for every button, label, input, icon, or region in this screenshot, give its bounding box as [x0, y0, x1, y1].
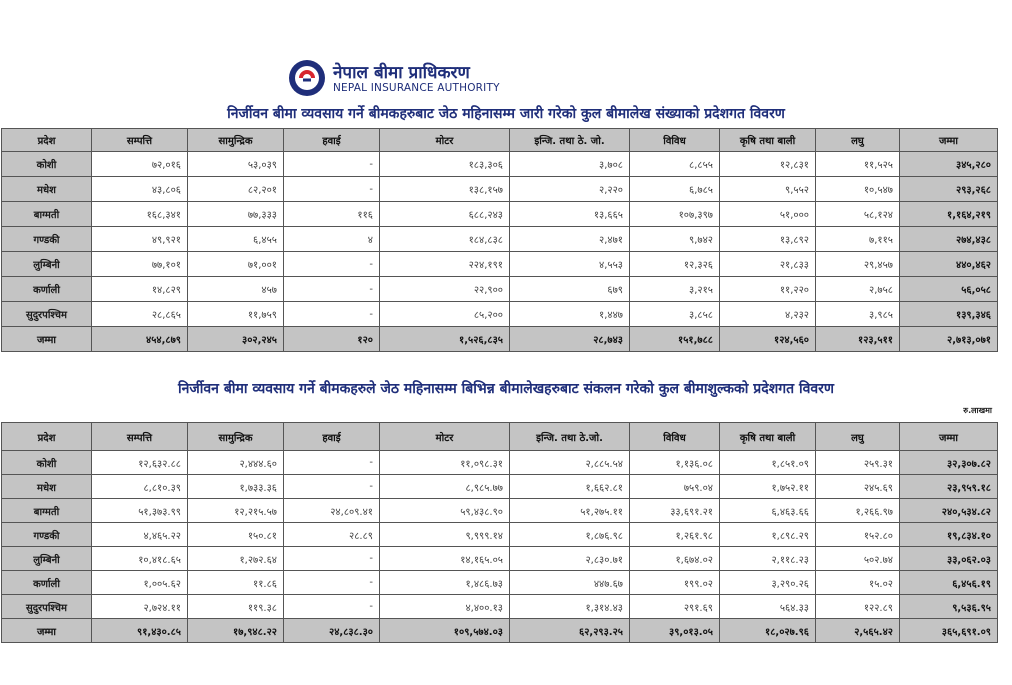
value-cell: ४५७ [188, 277, 284, 302]
value-cell: ३०२,२४५ [188, 327, 284, 352]
total-cell: ३४५,२८० [900, 152, 998, 177]
province-cell: मधेश [2, 177, 92, 202]
total-cell: १३९,३४६ [900, 302, 998, 327]
table-row [2, 302, 998, 327]
value-cell: ७५९.०४ [630, 475, 720, 499]
value-cell: १,५२६,८३५ [380, 327, 510, 352]
column-header: कृषि तथा बाली [720, 423, 816, 451]
table-row [2, 571, 998, 595]
value-cell: ५६४.३३ [720, 595, 816, 619]
column-header: इन्जि. तथा ठे. जो. [510, 129, 630, 152]
value-cell: २,८८५.५४ [510, 451, 630, 475]
value-cell: १,२७२.६४ [188, 547, 284, 571]
value-cell: १,२६१.९८ [630, 523, 720, 547]
value-cell: १,८९८.२९ [720, 523, 816, 547]
value-cell: १३,६६५ [510, 202, 630, 227]
column-header: सम्पत्ति [92, 129, 188, 152]
value-cell: ५३,०३९ [188, 152, 284, 177]
value-cell: ८,९८५.७७ [380, 475, 510, 499]
value-cell: २४५.६९ [816, 475, 900, 499]
value-cell: - [284, 152, 380, 177]
value-cell: ८,८१०.३९ [92, 475, 188, 499]
value-cell: २,४४४.६० [188, 451, 284, 475]
total-cell: २,७१३,०७१ [900, 327, 998, 352]
province-cell: कोशी [2, 451, 92, 475]
value-cell: - [284, 571, 380, 595]
logo-name-english: NEPAL INSURANCE AUTHORITY [333, 82, 500, 94]
value-cell: २,११८.२३ [720, 547, 816, 571]
value-cell: ११९.३८ [188, 595, 284, 619]
value-cell: १४,१६५.०५ [380, 547, 510, 571]
value-cell: २,२२० [510, 177, 630, 202]
premium-title: निर्जीवन बीमा व्यवसाय गर्ने बीमकहरुले जेठ महिनासम्म बिभिन्न बीमालेखहरुबाट संकलन गरेको कुल बीमाशुल्कको प्रदेशगत विवरण [177, 381, 834, 397]
column-header: प्रदेश [2, 423, 92, 451]
table-header-row [2, 129, 998, 152]
value-cell: ५०२.७४ [816, 547, 900, 571]
policy-count-title: निर्जीवन बीमा व्यवसाय गर्ने बीमकहरुबाट जेठ महिनासम्म जारी गरेको कुल बीमालेख संख्याको प्रदेशगत विवरण [227, 106, 785, 122]
value-cell: ४,५५३ [510, 252, 630, 277]
value-cell: १६८,३४१ [92, 202, 188, 227]
value-cell: २९१.६९ [630, 595, 720, 619]
total-cell: ५६,०५८ [900, 277, 998, 302]
total-cell: ३२,३०७.८२ [900, 451, 998, 475]
value-cell: - [284, 252, 380, 277]
total-cell: ३६५,६९१.०९ [900, 619, 998, 643]
value-cell: २२४,१९१ [380, 252, 510, 277]
value-cell: ३,२१५ [630, 277, 720, 302]
value-cell: १,८७६.९८ [510, 523, 630, 547]
province-cell: कर्णाली [2, 571, 92, 595]
table-row [2, 475, 998, 499]
table-row [2, 277, 998, 302]
column-header: हवाई [284, 423, 380, 451]
value-cell: १७,९४८.२२ [188, 619, 284, 643]
value-cell: २,७५८ [816, 277, 900, 302]
total-cell: १,१६४,२१९ [900, 202, 998, 227]
value-cell: ६७९ [510, 277, 630, 302]
value-cell: १०,४१८.६५ [92, 547, 188, 571]
value-cell: ३,७०८ [510, 152, 630, 177]
value-cell: १,८५१.०९ [720, 451, 816, 475]
value-cell: २८.८९ [284, 523, 380, 547]
value-cell: ३३,६९१.२१ [630, 499, 720, 523]
value-cell: - [284, 302, 380, 327]
value-cell: ४,४००.१३ [380, 595, 510, 619]
value-cell: ३,२९०.२६ [720, 571, 816, 595]
value-cell: ९,७४२ [630, 227, 720, 252]
value-cell: २९,४५७ [816, 252, 900, 277]
value-cell: १२३,५११ [816, 327, 900, 352]
total-cell: २३,९५९.१८ [900, 475, 998, 499]
value-cell: ९,५५२ [720, 177, 816, 202]
value-cell: १,७५२.११ [720, 475, 816, 499]
total-row [2, 619, 998, 643]
value-cell: १,२६६.९७ [816, 499, 900, 523]
value-cell: १२,८३१ [720, 152, 816, 177]
value-cell: - [284, 595, 380, 619]
column-header: लघु [816, 129, 900, 152]
column-header: मोटर [380, 423, 510, 451]
value-cell: २८,८६५ [92, 302, 188, 327]
value-cell: १५०.८१ [188, 523, 284, 547]
value-cell: १३८,१५७ [380, 177, 510, 202]
province-cell: सुदुरपश्चिम [2, 302, 92, 327]
value-cell: ६,४५५ [188, 227, 284, 252]
value-cell: ८५,२०० [380, 302, 510, 327]
value-cell: १,१३६.०८ [630, 451, 720, 475]
value-cell: - [284, 451, 380, 475]
column-header: जम्मा [900, 129, 998, 152]
value-cell: ७७,३३३ [188, 202, 284, 227]
province-cell: लुम्बिनी [2, 547, 92, 571]
policy-count-table [1, 128, 998, 352]
value-cell: ७२,०१६ [92, 152, 188, 177]
value-cell: ४४७.६७ [510, 571, 630, 595]
value-cell: १२४,५६० [720, 327, 816, 352]
value-cell: ७७,१०१ [92, 252, 188, 277]
value-cell: २२,९०० [380, 277, 510, 302]
province-cell: मधेश [2, 475, 92, 499]
table-header-row [2, 423, 998, 451]
value-cell: ११,०९८.३१ [380, 451, 510, 475]
value-cell: ३९,०१३.०५ [630, 619, 720, 643]
province-cell: कोशी [2, 152, 92, 177]
value-cell: ११,५२५ [816, 152, 900, 177]
province-cell: सुदुरपश्चिम [2, 595, 92, 619]
value-cell: ४ [284, 227, 380, 252]
value-cell: - [284, 547, 380, 571]
table-row [2, 152, 998, 177]
value-cell: ९१,४३०.८५ [92, 619, 188, 643]
column-header: कृषि तथा बाली [720, 129, 816, 152]
table-row [2, 227, 998, 252]
logo-name-nepali: नेपाल बीमा प्राधिकरण [333, 63, 470, 83]
value-cell: २४,८३८.३० [284, 619, 380, 643]
table-row [2, 451, 998, 475]
value-cell: १२२.८९ [816, 595, 900, 619]
value-cell: ६,७८५ [630, 177, 720, 202]
value-cell: ६८८,२४३ [380, 202, 510, 227]
column-header: सामुन्द्रिक [188, 129, 284, 152]
column-header: सामुन्द्रिक [188, 423, 284, 451]
value-cell: १२,३२६ [630, 252, 720, 277]
value-cell: - [284, 475, 380, 499]
value-cell: ११६ [284, 202, 380, 227]
column-header: विविध [630, 423, 720, 451]
column-header: हवाई [284, 129, 380, 152]
value-cell: ६२,२९३.२५ [510, 619, 630, 643]
value-cell: ९,९९९.१४ [380, 523, 510, 547]
unit-label: रु.लाखमा [963, 406, 992, 415]
value-cell: १८३,३०६ [380, 152, 510, 177]
value-cell: १२० [284, 327, 380, 352]
value-cell: ५८,१२४ [816, 202, 900, 227]
value-cell: १,६६२.८१ [510, 475, 630, 499]
value-cell: १०,५४७ [816, 177, 900, 202]
value-cell: २,८३०.७१ [510, 547, 630, 571]
value-cell: १९९.०२ [630, 571, 720, 595]
province-cell: गण्डकी [2, 227, 92, 252]
value-cell: १५२.८० [816, 523, 900, 547]
value-cell: ५१,२७५.११ [510, 499, 630, 523]
total-cell: २९३,२६८ [900, 177, 998, 202]
province-cell: कर्णाली [2, 277, 92, 302]
total-row [2, 327, 998, 352]
value-cell: १,४८६.७३ [380, 571, 510, 595]
table-row [2, 595, 998, 619]
total-cell: २७४,४३८ [900, 227, 998, 252]
value-cell: ५१,००० [720, 202, 816, 227]
value-cell: १५.०२ [816, 571, 900, 595]
value-cell: १०९,५७४.०३ [380, 619, 510, 643]
province-cell: बाग्मती [2, 499, 92, 523]
authority-logo [285, 58, 525, 102]
value-cell: २८,७४३ [510, 327, 630, 352]
value-cell: ११,७५९ [188, 302, 284, 327]
column-header: प्रदेश [2, 129, 92, 152]
total-cell: २४०,५३४.८२ [900, 499, 998, 523]
total-cell: ९,५३६.९५ [900, 595, 998, 619]
value-cell: १८,०२७.९६ [720, 619, 816, 643]
value-cell: १,७३३.३६ [188, 475, 284, 499]
value-cell: १०७,३९७ [630, 202, 720, 227]
value-cell: १८४,८३८ [380, 227, 510, 252]
value-cell: ४३,८०६ [92, 177, 188, 202]
value-cell: ३,८५८ [630, 302, 720, 327]
province-cell: जम्मा [2, 327, 92, 352]
value-cell: २४,८०९.४१ [284, 499, 380, 523]
value-cell: १,६७४.०२ [630, 547, 720, 571]
column-header: इन्जि. तथा ठे.जो. [510, 423, 630, 451]
value-cell: ७१,००१ [188, 252, 284, 277]
table-row [2, 499, 998, 523]
value-cell: १३,८९२ [720, 227, 816, 252]
value-cell: २,४७१ [510, 227, 630, 252]
table-row [2, 177, 998, 202]
table-row [2, 252, 998, 277]
value-cell: ४५४,८७९ [92, 327, 188, 352]
value-cell: ४९,९२१ [92, 227, 188, 252]
province-cell: बाग्मती [2, 202, 92, 227]
table-row [2, 202, 998, 227]
value-cell: १४,८२९ [92, 277, 188, 302]
value-cell: ८,८५५ [630, 152, 720, 177]
value-cell: १,३१४.४३ [510, 595, 630, 619]
value-cell: ५१,३७३.९९ [92, 499, 188, 523]
value-cell: १५१,७८८ [630, 327, 720, 352]
column-header: मोटर [380, 129, 510, 152]
premium-table [1, 422, 998, 643]
value-cell: २५९.३१ [816, 451, 900, 475]
column-header: लघु [816, 423, 900, 451]
value-cell: २,५६५.४२ [816, 619, 900, 643]
province-cell: लुम्बिनी [2, 252, 92, 277]
total-cell: ४४०,४६२ [900, 252, 998, 277]
value-cell: २१,८३३ [720, 252, 816, 277]
value-cell: - [284, 177, 380, 202]
column-header: जम्मा [900, 423, 998, 451]
value-cell: १२,६३२.८८ [92, 451, 188, 475]
value-cell: ११,२२० [720, 277, 816, 302]
total-cell: ३३,०६२.०३ [900, 547, 998, 571]
value-cell: २,७२४.११ [92, 595, 188, 619]
total-cell: ६,४५६.१९ [900, 571, 998, 595]
column-header: सम्पत्ति [92, 423, 188, 451]
value-cell: ११.८६ [188, 571, 284, 595]
value-cell: ५९,४३८.९० [380, 499, 510, 523]
value-cell: ४,२३२ [720, 302, 816, 327]
table-row [2, 547, 998, 571]
column-header: विविध [630, 129, 720, 152]
province-cell: गण्डकी [2, 523, 92, 547]
value-cell: १,४४७ [510, 302, 630, 327]
value-cell: १,००५.६२ [92, 571, 188, 595]
authority-emblem-icon [285, 58, 329, 98]
value-cell: १२,२१५.५७ [188, 499, 284, 523]
province-cell: जम्मा [2, 619, 92, 643]
value-cell: - [284, 277, 380, 302]
value-cell: ८२,२०१ [188, 177, 284, 202]
total-cell: १९,८३४.१० [900, 523, 998, 547]
value-cell: ७,११५ [816, 227, 900, 252]
table-row [2, 523, 998, 547]
value-cell: ३,९८५ [816, 302, 900, 327]
value-cell: ६,४६३.६६ [720, 499, 816, 523]
value-cell: ४,४६५.२२ [92, 523, 188, 547]
